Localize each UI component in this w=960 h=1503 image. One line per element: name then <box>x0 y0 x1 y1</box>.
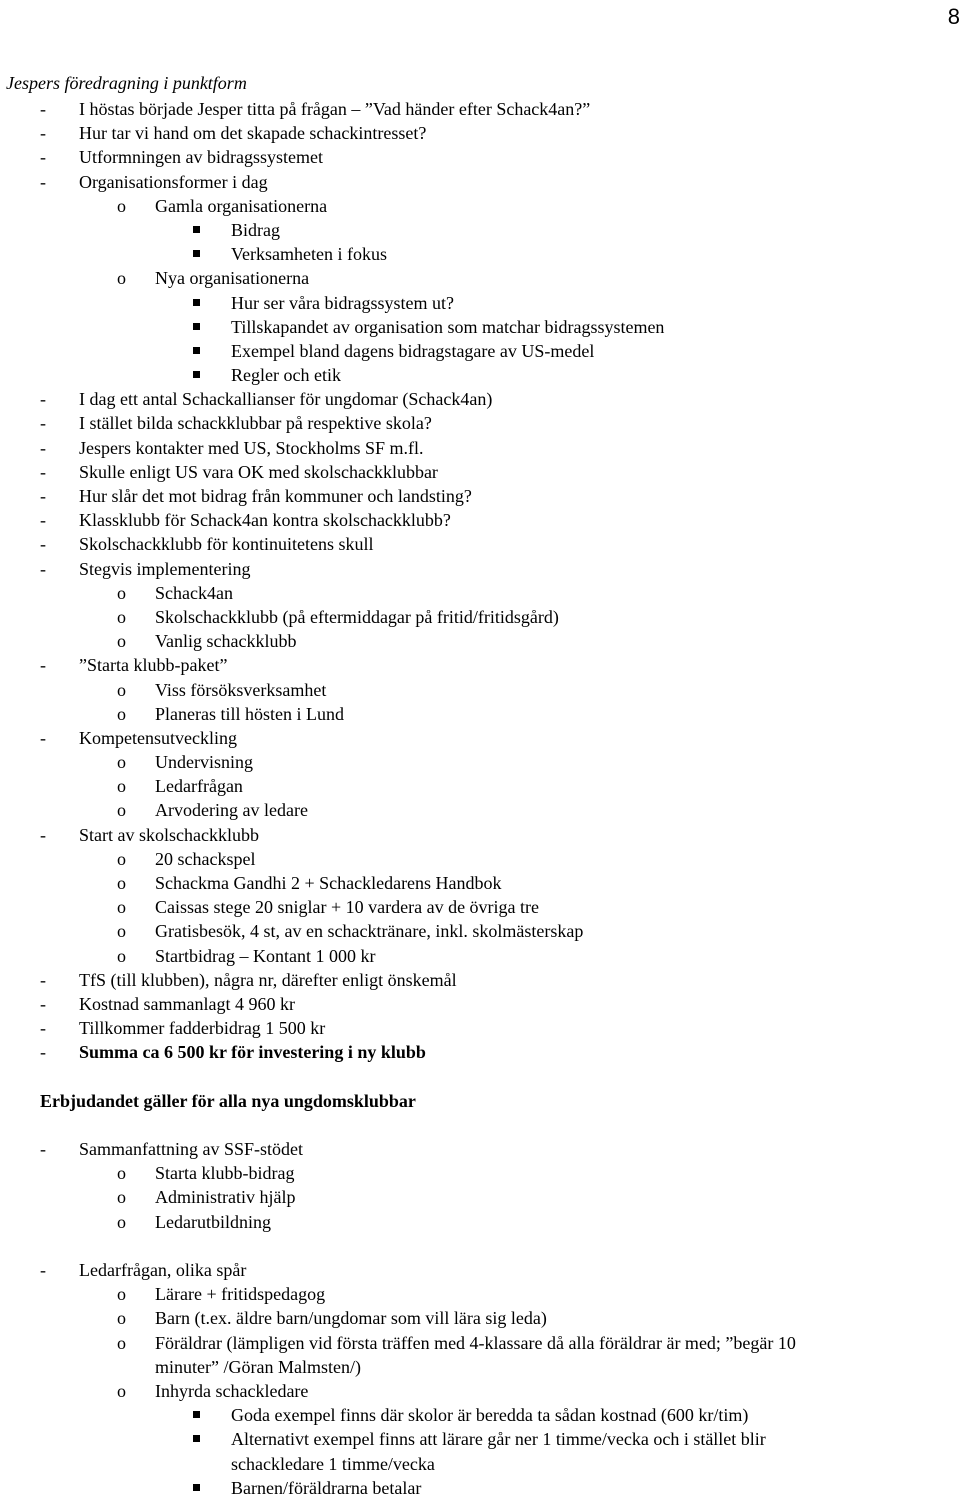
list-item <box>0 363 960 387</box>
circle-bullet: o <box>117 800 126 821</box>
page-number: 8 <box>947 4 960 29</box>
list-item <box>0 1379 960 1403</box>
list-item <box>0 218 960 242</box>
circle-bullet: o <box>117 873 126 893</box>
list-item <box>0 944 960 968</box>
list-item <box>0 605 960 629</box>
circle-bullet: o <box>117 1187 126 1208</box>
square-bullet-icon <box>193 226 200 233</box>
list-item-text: Lärare + fritidspedagog <box>155 1284 326 1305</box>
list-item <box>0 532 960 556</box>
list-item <box>0 919 960 943</box>
circle-bullet: o <box>117 848 126 869</box>
list-item <box>0 1161 960 1185</box>
square-bullet-icon <box>193 347 200 354</box>
dash-bullet: - <box>40 413 46 434</box>
circle-bullet: o <box>117 1163 126 1184</box>
list-item-text: Exempel bland dagens bidragstagare av US-medel <box>231 340 595 361</box>
list-item-text: Hur slår det mot bidrag från kommuner och landsting? <box>79 486 472 506</box>
list-item-text: Viss försöksverksamhet <box>155 679 327 700</box>
list-item-text: Hur tar vi hand om det skapade schackintresset? <box>79 123 427 144</box>
list-item <box>0 460 960 484</box>
list-item <box>0 291 960 315</box>
list-item-text: Schackma Gandhi 2 + Schackledarens Handbok <box>155 873 502 893</box>
offer-statement: Erbjudandet gäller för alla nya ungdomsklubbar <box>40 1090 416 1111</box>
list-item-text: Planeras till hösten i Lund <box>155 703 344 724</box>
list-item-text: Regler och etik <box>231 365 341 386</box>
list-item <box>0 242 960 266</box>
list-item <box>0 750 960 774</box>
dash-bullet: - <box>40 389 46 410</box>
list-item-text: Ledarutbildning <box>155 1211 271 1232</box>
dash-bullet: - <box>40 123 46 144</box>
list-item <box>0 387 960 411</box>
dash-bullet: - <box>40 99 46 119</box>
list-item-text: I dag ett antal Schackallianser för ungdomar (Schack4an) <box>79 389 493 410</box>
list-item <box>0 629 960 653</box>
list-item-text: I höstas började Jesper titta på frågan – ”Vad händer efter Schack4an?” <box>79 99 591 119</box>
list-item <box>0 798 960 822</box>
blank-line <box>0 1234 960 1258</box>
list-item <box>0 266 960 290</box>
list-item-text: Föräldrar (lämpligen vid första träffen med 4-klassare då alla föräldrar är med; ”begär 10 <box>155 1332 796 1353</box>
list-item-text: Hur ser våra bidragssystem ut? <box>231 292 454 313</box>
list-item <box>0 1282 960 1306</box>
list-item <box>0 194 960 218</box>
list-item-text: Undervisning <box>155 752 253 773</box>
list-item <box>0 1355 960 1379</box>
list-item-text: Schack4an <box>155 582 233 603</box>
square-bullet-icon <box>193 323 200 330</box>
list-item-text: Ledarfrågan <box>155 776 243 797</box>
list-item <box>0 774 960 798</box>
list-item-text: I stället bilda schackklubbar på respektive skola? <box>79 413 432 434</box>
circle-bullet: o <box>117 1308 126 1329</box>
square-bullet-icon <box>193 1484 200 1491</box>
dash-bullet: - <box>40 510 46 531</box>
list-item-text: Verksamheten i fokus <box>231 244 387 265</box>
list-item <box>0 702 960 726</box>
list-item <box>0 1258 960 1282</box>
square-bullet-icon <box>193 1411 200 1418</box>
list-item-text: Ledarfrågan, olika spår <box>79 1260 247 1280</box>
dash-bullet: - <box>40 969 46 990</box>
circle-bullet: o <box>117 703 126 724</box>
list-item-text: Utformningen av bidragssystemet <box>79 147 323 168</box>
circle-bullet: o <box>117 582 126 603</box>
list-item-text: Barnen/föräldrarna betalar <box>231 1477 422 1498</box>
dash-bullet: - <box>40 655 46 676</box>
list-item <box>0 557 960 581</box>
dash-bullet: - <box>40 437 46 458</box>
list-item <box>0 436 960 460</box>
circle-bullet: o <box>117 1211 126 1232</box>
circle-bullet: o <box>117 1284 126 1305</box>
list-item <box>0 1331 960 1355</box>
list-item <box>0 1040 960 1064</box>
list-item <box>0 1210 960 1234</box>
circle-bullet: o <box>117 776 126 797</box>
list-item <box>0 1476 960 1500</box>
circle-bullet: o <box>117 195 126 216</box>
square-bullet-icon <box>193 1435 200 1442</box>
dash-bullet: - <box>40 171 46 192</box>
list-item <box>0 339 960 363</box>
circle-bullet: o <box>117 1332 126 1353</box>
list-item-text: 20 schackspel <box>155 848 256 869</box>
list-item-text: Tillkommer fadderbidrag 1 500 kr <box>79 1018 326 1039</box>
circle-bullet: o <box>117 631 126 652</box>
list-item-text: Vanlig schackklubb <box>155 631 297 652</box>
list-item <box>0 678 960 702</box>
list-item-text: Starta klubb-bidrag <box>155 1163 295 1184</box>
circle-bullet: o <box>117 945 126 966</box>
list-item-text: Kompetensutveckling <box>79 727 237 748</box>
list-item-text: minuter” /Göran Malmsten/) <box>155 1356 361 1377</box>
circle-bullet: o <box>117 752 126 773</box>
list-item-text: Kostnad sammanlagt 4 960 kr <box>79 993 295 1014</box>
list-item <box>0 170 960 194</box>
list-item <box>0 726 960 750</box>
list-item <box>0 1306 960 1330</box>
dash-bullet: - <box>40 558 46 579</box>
list-item <box>0 992 960 1016</box>
list-item-text: Jespers kontakter med US, Stockholms SF m.fl. <box>79 437 424 458</box>
list-item-text: TfS (till klubben), några nr, därefter enligt önskemål <box>79 969 457 990</box>
list-item <box>0 1452 960 1476</box>
list-item-text: Bidrag <box>231 219 280 240</box>
list-item <box>0 121 960 145</box>
list-item <box>0 97 960 121</box>
dash-bullet: - <box>40 1139 46 1160</box>
list-item-text: Skulle enligt US vara OK med skolschackklubbar <box>79 461 438 482</box>
list-item <box>0 895 960 919</box>
document-heading: Jespers föredragning i punktform <box>6 73 247 93</box>
blank-line <box>0 1113 960 1137</box>
circle-bullet: o <box>117 679 126 700</box>
list-item-text: Nya organisationerna <box>155 268 310 289</box>
dash-bullet: - <box>40 1260 46 1280</box>
list-item <box>0 871 960 895</box>
list-item-text: Arvodering av ledare <box>155 800 308 821</box>
list-item <box>0 145 960 169</box>
list-item <box>0 1016 960 1040</box>
list-item-text: Klassklubb för Schack4an kontra skolschackklubb? <box>79 510 451 531</box>
list-item <box>0 653 960 677</box>
list-item <box>0 581 960 605</box>
list-item-text: Skolschackklubb för kontinuitetens skull <box>79 534 374 555</box>
list-item-text: Start av skolschackklubb <box>79 824 259 845</box>
list-item <box>0 315 960 339</box>
circle-bullet: o <box>117 921 126 942</box>
blank-line <box>0 1065 960 1089</box>
list-item <box>0 968 960 992</box>
list-item <box>0 484 960 508</box>
circle-bullet: o <box>117 606 126 627</box>
square-bullet-icon <box>193 371 200 378</box>
dash-bullet: - <box>40 461 46 482</box>
list-item-text: Gratisbesök, 4 st, av en schacktränare, inkl. skolmästerskap <box>155 921 584 942</box>
circle-bullet: o <box>117 1380 126 1401</box>
circle-bullet: o <box>117 897 126 918</box>
dash-bullet: - <box>40 1042 46 1063</box>
list-item-text: Organisationsformer i dag <box>79 171 268 192</box>
list-item-text: ”Starta klubb-paket” <box>79 655 228 676</box>
list-item <box>0 508 960 532</box>
square-bullet-icon <box>193 299 200 306</box>
list-item-text: Goda exempel finns där skolor är beredda ta sådan kostnad (600 kr/tim) <box>231 1405 749 1426</box>
square-bullet-icon <box>193 250 200 257</box>
dash-bullet: - <box>40 534 46 555</box>
dash-bullet: - <box>40 486 46 506</box>
list-item <box>0 823 960 847</box>
list-item <box>0 411 960 435</box>
list-item-text: Sammanfattning av SSF-stödet <box>79 1139 303 1160</box>
dash-bullet: - <box>40 727 46 748</box>
list-item-text: Summa ca 6 500 kr för investering i ny klubb <box>79 1042 426 1063</box>
list-item-text: Inhyrda schackledare <box>155 1380 309 1401</box>
list-item-text: Gamla organisationerna <box>155 195 328 216</box>
list-item <box>0 847 960 871</box>
list-item <box>0 1427 960 1451</box>
list-item-text: schackledare 1 timme/vecka <box>231 1453 435 1474</box>
dash-bullet: - <box>40 993 46 1014</box>
list-item-text: Caissas stege 20 sniglar + 10 vardera av de övriga tre <box>155 897 540 918</box>
list-item <box>0 1137 960 1161</box>
list-item-text: Skolschackklubb (på eftermiddagar på fritid/fritidsgård) <box>155 606 559 627</box>
list-item-text: Tillskapandet av organisation som matchar bidragssystemen <box>231 316 665 337</box>
list-item-text: Stegvis implementering <box>79 558 251 579</box>
list-item-text: Barn (t.ex. äldre barn/ungdomar som vill lära sig leda) <box>155 1308 547 1329</box>
list-item-text: Startbidrag – Kontant 1 000 kr <box>155 945 376 966</box>
list-item <box>0 1185 960 1209</box>
list-item-text: Administrativ hjälp <box>155 1187 296 1208</box>
dash-bullet: - <box>40 147 46 168</box>
dash-bullet: - <box>40 824 46 845</box>
circle-bullet: o <box>117 268 126 289</box>
list-item <box>0 1403 960 1427</box>
outline-list <box>0 97 960 1500</box>
dash-bullet: - <box>40 1018 46 1039</box>
list-item-text: Alternativt exempel finns att lärare går ner 1 timme/vecka och i stället blir <box>231 1429 766 1450</box>
